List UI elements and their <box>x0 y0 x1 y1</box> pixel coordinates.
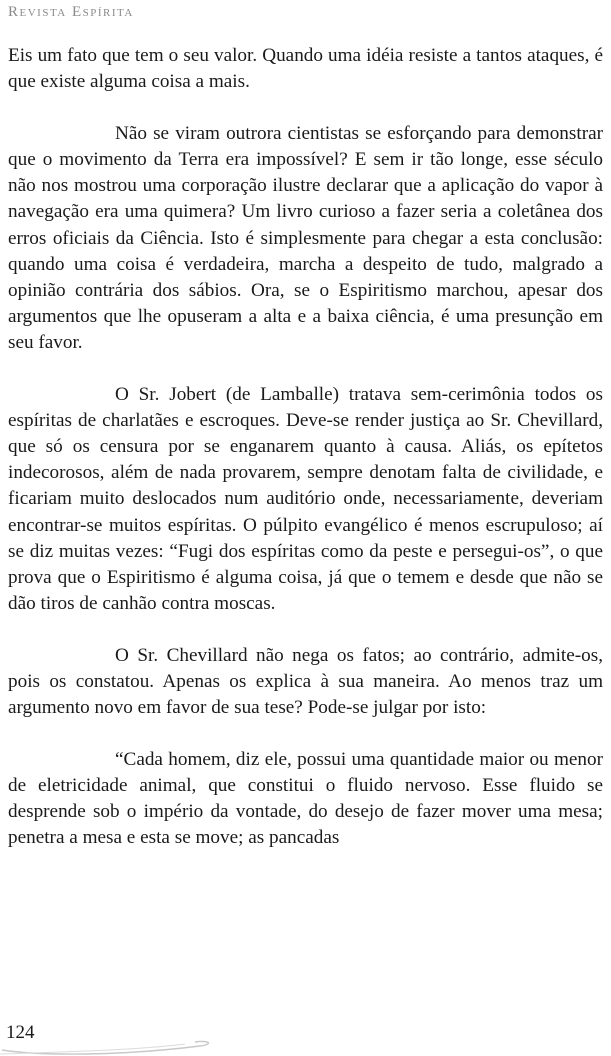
text-body <box>8 43 603 852</box>
paragraph-4: O Sr. Chevillard não nega os fatos; ao contrário, admite-os, pois os constatou. Apenas os explica à sua maneira. Ao menos traz um argumento novo em favor de sua tese? Pode-se julgar por isto: <box>8 644 603 719</box>
paragraph-2: Não se viram outrora cientistas se esforçando para demonstrar que o movimento da Terra era impossível? E sem ir tão longe, esse século não nos mostrou uma corporação ilustre declarar que a aplicação do vapor à navegação era uma quimera? Um livro curioso a fazer seria a coletânea dos erros oficiais da Ciência. Isto é simplesmente para chegar a esta conclusão: quando uma coisa é verdadeira, marcha a despeito de tudo, malgrado a opinião contrária dos sábios. Ora, se o Espiritismo marchou, apesar dos argumentos que lhe opuseram a alta e a baixa ciência, é uma presunção em seu favor. <box>8 123 603 353</box>
running-header: Revista Espírita <box>8 4 134 20</box>
page-number: 124 <box>6 1022 35 1043</box>
footer-swoosh-ornament <box>0 1016 240 1056</box>
paragraph-5: “Cada homem, diz ele, possui uma quantidade maior ou menor de eletricidade animal, que constitui o fluido nervoso. Esse fluido se desprende sob o império da vontade, do desejo de fazer mover uma mesa; penetra a mesa e esta se move; as pancadas <box>8 749 603 849</box>
paragraph-1: Eis um fato que tem o seu valor. Quando uma idéia resiste a tantos ataques, é que existe alguma coisa a mais. <box>8 45 603 93</box>
paragraph-3: O Sr. Jobert (de Lamballe) tratava sem-cerimônia todos os espíritas de charlatães e escroques. Deve-se render justiça ao Sr. Chevillard, que só os censura por se enganarem quanto à causa. Aliás, os epítetos indecorosos, além de nada provarem, sempre denotam falta de civilidade, e ficariam muito deslocados num auditório onde, necessariamente, deveriam encontrar-se muitos espíritas. O púlpito evangélico é menos escrupuloso; aí se diz muitas vezes: “Fugi dos espíritas como da peste e persegui-os”, o que prova que o Espiritismo é alguma coisa, já que o temem e desde que não se dão tiros de canhão contra moscas. <box>8 384 603 614</box>
